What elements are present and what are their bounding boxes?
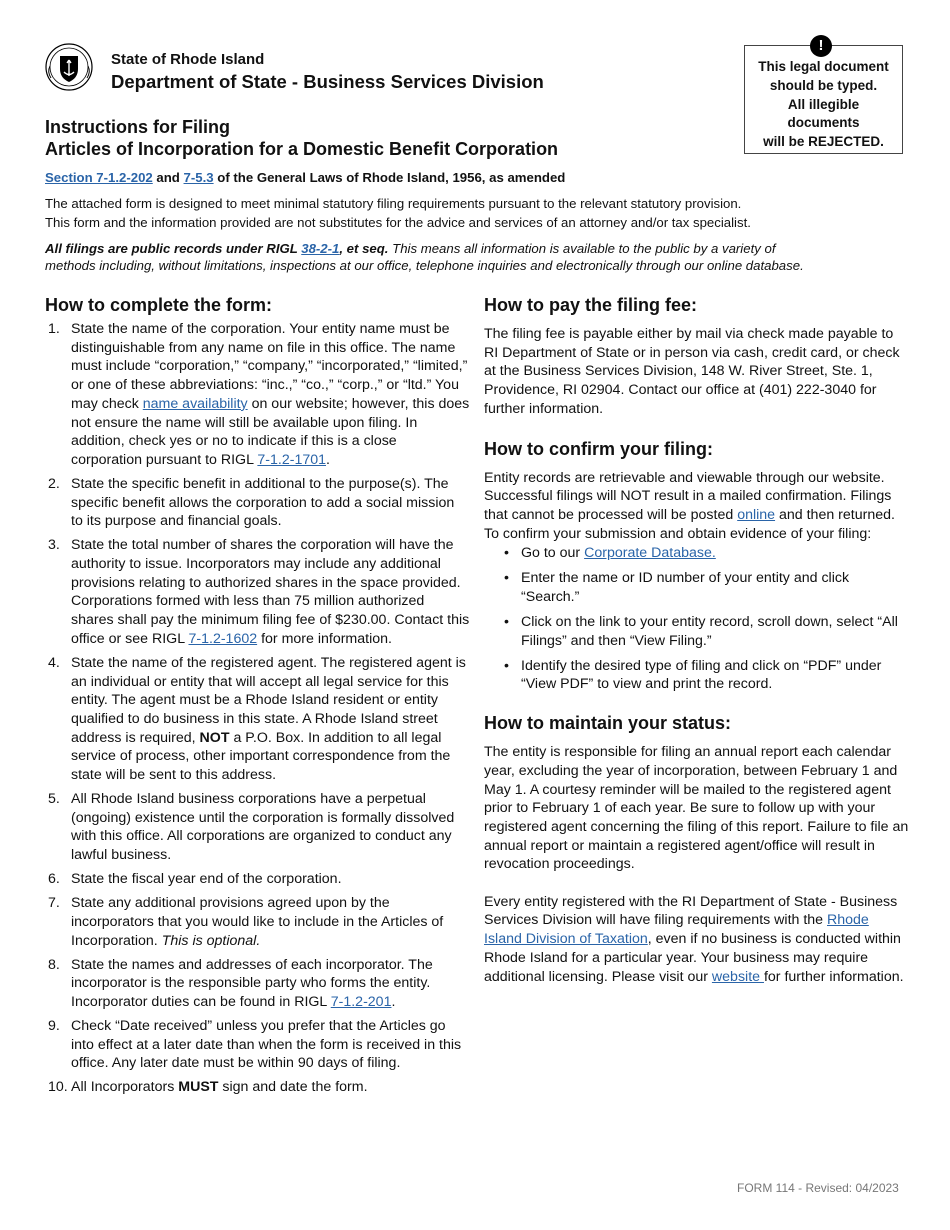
step-text: All Rhode Island business corporations have a perpetual (ongoing) existence until the corporation is formally dissolved with this office. All corporations are organized to conduct any lawful business.	[71, 791, 455, 864]
step-number: 3.	[48, 537, 60, 554]
complete-form-section	[45, 294, 470, 1102]
step-text: Check “Date received” unless you prefer that the Articles go into effect at a later date than when the form is received in this office. Any later date must be within 90 days of filing.	[71, 1017, 462, 1072]
instruction-step	[45, 654, 470, 785]
step-text: .	[391, 993, 396, 1010]
complete-form-heading: How to complete the form:	[45, 295, 273, 315]
taxation-paragraph	[484, 893, 909, 987]
taxation-text-b: , even if no business is conducted within Rhode Island for a particular year. Your business may require additional licensing. Please visit our	[484, 931, 901, 985]
maintain-status-text: The entity is responsible for filing an annual report each calendar year, excluding the year of incorporation, between February 1 and May 1. A courtesy reminder will be mailed to the registered agent prior to February 1 of each year. Be sure to follow up with your registered agent concerning the filing of this report. Failure to file an annual report or maintain a registered agent/office will result in revocation proceedings.	[484, 744, 909, 873]
list-item: • Enter the name or ID number of your entity and click “Search.”	[484, 569, 909, 606]
confirm-text-b: and then returned. To confirm your submission and obtain evidence of your filing:	[484, 506, 895, 542]
public-bold-end: , et seq.	[339, 241, 389, 256]
public-records-notice	[45, 240, 825, 274]
notice-line: All illegible	[787, 96, 860, 112]
statute-rest: of the General Laws of Rhode Island, 1956, as amended	[213, 170, 566, 185]
confirm-filing-heading: How to confirm your filing:	[484, 438, 713, 459]
confirm-steps-list	[484, 544, 909, 694]
step-text: .	[326, 451, 330, 468]
document-title-line1: Instructions for Filing	[45, 117, 230, 137]
instruction-step	[45, 956, 470, 1012]
step-text: a P.O. Box. In addition to all legal service of process, other important correspondence from the state will be sent to this address.	[71, 729, 451, 784]
statute-reference	[45, 170, 565, 185]
website-link[interactable]: website	[711, 968, 764, 985]
notice-line: should be typed.	[769, 77, 878, 93]
public-bold-start: All filings are public records under RIGL	[45, 241, 302, 256]
confirm-filing-text	[484, 469, 909, 544]
state-name: State of Rhode Island	[111, 51, 265, 68]
step-text: for more information.	[257, 630, 392, 647]
notice-line: documents	[787, 115, 860, 131]
instruction-step	[45, 1078, 470, 1097]
step-text: State the specific benefit in additional to the purpose(s). The specific benefit allows the corporation to add a social mission to its purpose and financial goals.	[71, 475, 455, 530]
list-item: • Click on the link to your entity record, scroll down, select “All Filings” and then “View Filing.”	[484, 613, 909, 650]
step-text: sign and date the form.	[218, 1079, 368, 1096]
step-link[interactable]: 7-1.2-201	[330, 993, 392, 1010]
instruction-step	[45, 790, 470, 865]
form-revision-label: FORM 114 - Revised: 04/2023	[737, 1181, 899, 1195]
instruction-step	[45, 536, 470, 648]
step-number: 2.	[48, 475, 60, 492]
step-number: 10.	[48, 1079, 68, 1096]
bullet-text: Go to our	[521, 545, 585, 562]
step-emphasis: NOT	[199, 729, 230, 746]
step-text: All Incorporators	[71, 1079, 179, 1096]
step-text: State the names and addresses of each incorporator. The incorporator is the responsible party who forms the entity. Incorporator duties can be found in RIGL	[71, 956, 433, 1010]
notice-line: This legal document	[758, 59, 889, 74]
pay-fee-heading: How to pay the filing fee:	[484, 295, 698, 315]
rigl-38-2-1-link[interactable]: 38-2-1	[301, 241, 340, 256]
step-number: 7.	[48, 895, 60, 912]
instruction-step	[45, 475, 470, 531]
online-link[interactable]: online	[737, 506, 776, 523]
public-rest: This means all information is available to the public by a variety of methods including, without limitations, inspections at our office, telephone inquiries and electronically through our online database.	[45, 241, 804, 273]
step-number: 1.	[48, 321, 60, 337]
pay-fee-text: The filing fee is payable either by mail via check made payable to RI Department of State or in person via cash, credit card, or check at the Business Services Division, 148 W. River Street, Ste. 1, Providence, RI 02904. Contact our office at (401) 222-3040 for further information.	[484, 326, 900, 417]
statute-and: and	[152, 170, 184, 185]
instruction-step	[45, 320, 470, 470]
step-emphasis: MUST	[178, 1079, 219, 1096]
step-number: 5.	[48, 791, 60, 808]
intro-paragraph	[45, 194, 835, 232]
maintain-status-heading: How to maintain your status:	[484, 713, 732, 734]
step-text: State the name of the registered agent. The registered agent is an individual or entity that will accept all legal service for this entity. The agent must be a Rhode Island resident or entity qualified to do business in this state. A Rhode Island street address is required,	[71, 654, 466, 746]
step-text: State the name of the corporation. Your entity name must be distinguishable from any name on file in this office. The name must include “corporation,” “company,” “incorporated,” “limited,” or one of these abbreviations: “inc.,” “co.,” “corp.,” or “ltd.” You may check	[71, 321, 468, 412]
step-link[interactable]: name availability	[142, 395, 248, 412]
list-item: • Identify the desired type of filing and click on “PDF” under “View PDF” to view and print the record.	[484, 657, 909, 694]
taxation-text-c: for further information.	[763, 968, 904, 985]
step-number: 6.	[48, 871, 60, 888]
intro-line: This form and the information provided are not substitutes for the advice and services of an attorney and/or tax specialist.	[45, 215, 751, 230]
instruction-steps	[45, 320, 470, 1097]
step-text: State the fiscal year end of the corporation.	[71, 871, 342, 888]
instruction-step	[45, 870, 470, 889]
taxation-text-a: Every entity registered with the RI Department of State - Business Services Division will have filing requirements with the	[484, 893, 898, 929]
step-number: 9.	[48, 1017, 60, 1034]
corporate-database-link[interactable]: Corporate Database.	[584, 545, 716, 562]
step-note: This is optional.	[161, 932, 261, 949]
intro-line: The attached form is designed to meet minimal statutory filing requirements pursuant to the relevant statutory provision.	[45, 196, 742, 211]
step-text: State any additional provisions agreed upon by the incorporators that you would like to include in the Articles of Incorporation.	[71, 895, 444, 949]
list-item	[484, 544, 909, 563]
step-text: on our website; however, this does not ensure the name will still be available upon filing. In addition, check yes or no to indicate if this is a close corporation pursuant to RIGL	[71, 395, 470, 468]
instruction-step	[45, 894, 470, 950]
state-seal-logo	[44, 42, 94, 92]
statute-link-7-1.2-202[interactable]: Section 7-1.2-202	[45, 170, 153, 185]
statute-link-7-5.3[interactable]: 7-5.3	[183, 170, 214, 185]
typed-notice-box	[744, 45, 903, 154]
instruction-step	[45, 1017, 470, 1073]
step-link[interactable]: 7-1.2-1701	[257, 451, 327, 468]
step-number: 4.	[48, 654, 60, 671]
confirm-text-a: Entity records are retrievable and viewable through our website. Successful filings will NOT result in a mailed confirmation. Filings that cannot be processed will be posted	[484, 469, 892, 523]
step-link[interactable]: 7-1.2-1602	[188, 630, 258, 647]
step-number: 8.	[48, 956, 60, 973]
right-column	[484, 294, 909, 986]
notice-line: will be REJECTED.	[763, 134, 884, 150]
exclamation-icon: !	[810, 35, 832, 57]
division-of-taxation-link[interactable]: Rhode Island Division of Taxation	[484, 912, 869, 948]
step-text: State the total number of shares the corporation will have the authority to issue. Incorporators may include any additional provisions relating to authorized shares in the space provided. Corporations formed with less than 75 million authorized shares shall pay the minimum filing fee of $230.00. Contact this office or see RIGL	[71, 537, 470, 647]
department-name: Department of State - Business Services Division	[111, 71, 544, 92]
document-title-line2: Articles of Incorporation for a Domestic Benefit Corporation	[45, 139, 559, 159]
